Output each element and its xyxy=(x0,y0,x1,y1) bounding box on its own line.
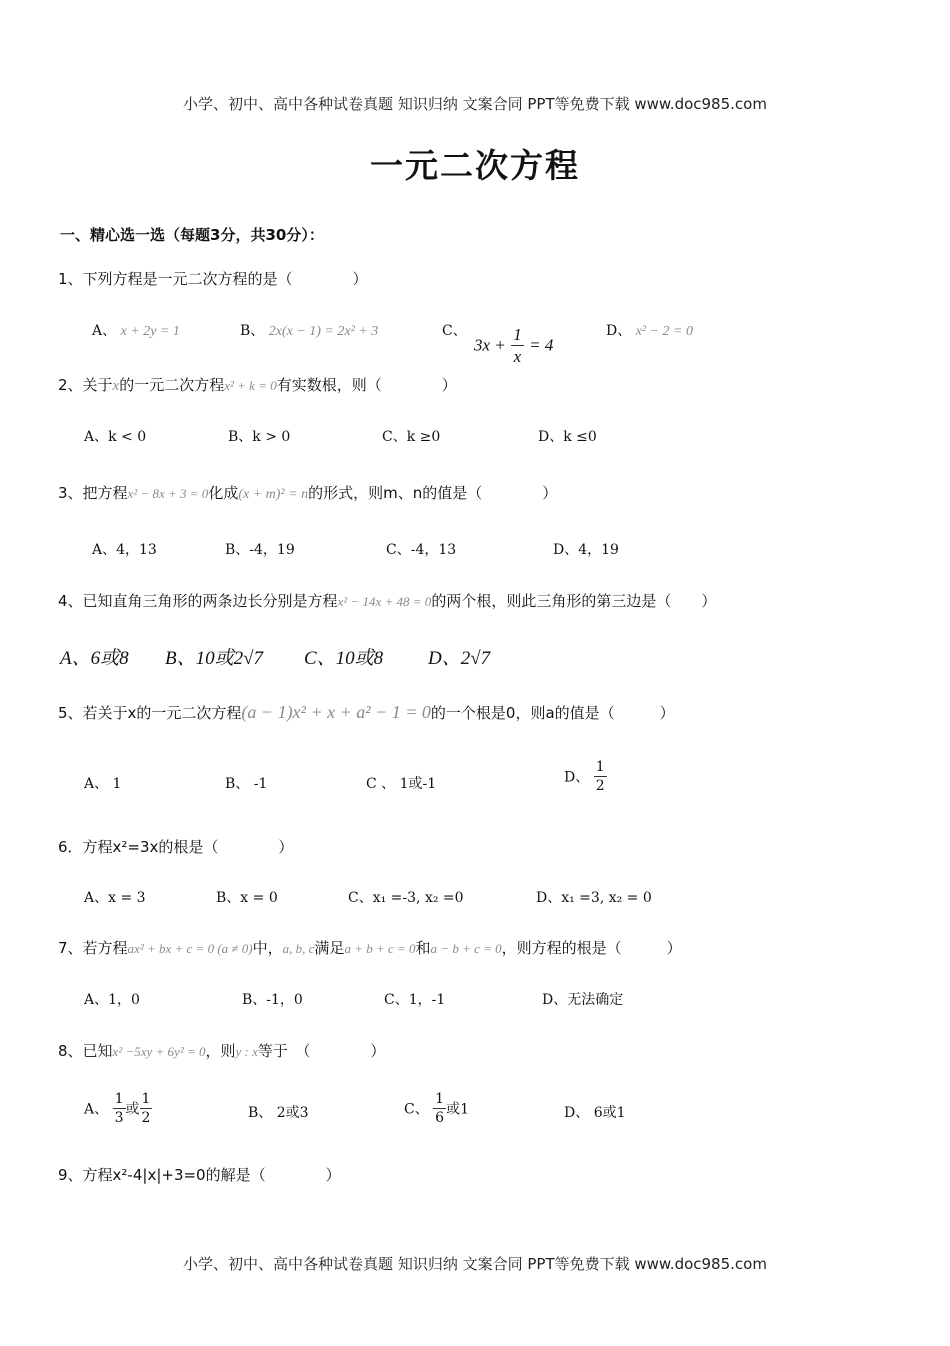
q1-option-a-expr: x + 2y = 1 xyxy=(120,324,180,339)
q5-option-b: B、 -1 xyxy=(225,776,268,792)
q5-d-fraction xyxy=(594,760,607,793)
question-2-stem xyxy=(58,374,457,395)
page-header: 小学、初中、高中各种试卷真题 知识归纳 文案合同 PPT等免费下载 www.doc985.com xyxy=(183,95,767,113)
q1-c-pre: 3x + xyxy=(474,335,506,355)
q3-option-d: D、4，19 xyxy=(553,542,619,558)
q4-option-a: A、6或8 xyxy=(60,648,129,669)
q4-option-d: D、2√7 xyxy=(428,648,491,669)
q2-mid: 的一元二次方程 xyxy=(119,376,225,394)
question-4-stem xyxy=(58,590,716,611)
q2-var: x xyxy=(112,378,120,394)
q5-pre: 5、若关于x的一元二次方程 xyxy=(58,704,242,722)
q1-label-d: D、 xyxy=(606,323,632,339)
q8-a-den1: 3 xyxy=(114,1110,124,1126)
q7-vars: a, b, c xyxy=(282,941,315,956)
q3-pre: 3、把方程 xyxy=(58,484,128,502)
question-8-stem xyxy=(58,1040,385,1061)
q4-post: 的两个根，则此三角形的第三边是（ ） xyxy=(431,592,717,610)
q5-post: 的一个根是0，则a的值是（ ） xyxy=(430,704,675,722)
q6-option-c: C、x₁ =-3, x₂ =0 xyxy=(348,890,464,906)
q8-a-num2: 1 xyxy=(141,1091,151,1107)
q8-a-fraction-2 xyxy=(140,1092,153,1125)
q3-option-a: A、4，13 xyxy=(92,542,157,558)
q1-option-c-label: C、 xyxy=(442,323,467,339)
q7-mid2: 满足 xyxy=(314,939,345,957)
q1-option-d-expr: x² − 2 = 0 xyxy=(635,324,693,339)
q1-option-c-expr xyxy=(474,326,553,365)
q4-equation: x² − 14x + 48 = 0 xyxy=(337,594,432,609)
page-title: 一元二次方程 xyxy=(370,146,580,185)
q1-c-denominator: x xyxy=(513,347,522,366)
q1-c-fraction xyxy=(511,326,524,365)
q8-a-num1: 1 xyxy=(114,1091,124,1107)
q7-option-b: B、-1，0 xyxy=(242,992,303,1008)
question-9-stem: 9、方程x²-4|x|+3=0的解是（ ） xyxy=(58,1166,341,1184)
q8-option-d xyxy=(564,1102,626,1122)
q5-d-numerator: 1 xyxy=(595,759,605,775)
q8-mid: ，则 xyxy=(205,1042,236,1060)
q6-option-b: B、x = 0 xyxy=(216,890,278,906)
q5-equation: (a − 1)x² + x + a² − 1 = 0 xyxy=(241,702,431,722)
q6-option-d: D、x₁ =3, x₂ = 0 xyxy=(536,890,652,906)
q5-option-d xyxy=(564,760,607,793)
q7-mid1: 中， xyxy=(252,939,283,957)
q8-label-b: B、 xyxy=(248,1105,273,1121)
q8-option-c xyxy=(404,1092,469,1125)
q8-a-or: 或 xyxy=(125,1101,140,1118)
q1-label-a: A、 xyxy=(92,323,117,339)
q3-equation-1: x² − 8x + 3 = 0 xyxy=(127,486,209,501)
q7-equation-3: a − b + c = 0 xyxy=(430,941,502,956)
q8-d-value: 6或1 xyxy=(593,1105,626,1121)
q7-pre: 7、若方程 xyxy=(58,939,128,957)
question-3-stem xyxy=(58,482,557,503)
q6-option-a: A、x = 3 xyxy=(84,890,146,906)
q8-a-den2: 2 xyxy=(141,1110,151,1126)
q2-option-c: C、k ≥0 xyxy=(382,429,441,445)
question-1-stem: 1、下列方程是一元二次方程的是（ ） xyxy=(58,270,368,288)
q2-post: 有实数根，则（ ） xyxy=(276,376,457,394)
q3-option-c: C、-4，13 xyxy=(386,542,457,558)
q1-c-post: = 4 xyxy=(529,335,554,355)
q7-option-a: A、1，0 xyxy=(84,992,140,1008)
section-heading: 一、精心选一选（每题3分，共30分）： xyxy=(60,226,324,244)
q8-post: 等于 （ ） xyxy=(257,1042,386,1060)
q2-option-a: A、k < 0 xyxy=(84,429,147,445)
q8-pre: 8、已知 xyxy=(58,1042,113,1060)
q2-equation: x² + k = 0 xyxy=(224,378,277,393)
q2-pre: 2、关于 xyxy=(58,376,113,394)
q4-option-c: C、10或8 xyxy=(304,648,384,669)
q7-post: ，则方程的根是（ ） xyxy=(501,939,682,957)
q5-d-label: D、 xyxy=(564,769,590,786)
q2-option-b: B、k > 0 xyxy=(228,429,291,445)
q7-equation-2: a + b + c = 0 xyxy=(344,941,416,956)
q8-option-a xyxy=(84,1092,152,1125)
q5-option-a: A、 1 xyxy=(84,776,122,792)
q1-option-b xyxy=(240,320,378,340)
q5-option-c: C 、 1或-1 xyxy=(366,776,437,792)
q3-option-b-value: -4，19 xyxy=(249,542,295,558)
q1-option-a xyxy=(92,320,180,340)
q7-option-d: D、无法确定 xyxy=(542,992,624,1008)
question-6-stem: 6．方程x²=3x的根是（ ） xyxy=(58,838,294,856)
q1-label-b: B、 xyxy=(240,323,265,339)
q4-option-b: B、10或2√7 xyxy=(165,648,264,669)
q3-mid: 化成 xyxy=(208,484,239,502)
q3-equation-2: (x + m)² = n xyxy=(238,487,309,502)
q8-label-d: D、 xyxy=(564,1105,590,1121)
q7-option-c: C、1，-1 xyxy=(384,992,446,1008)
q1-c-numerator: 1 xyxy=(513,325,522,344)
q8-c-den: 6 xyxy=(435,1110,445,1126)
q4-pre: 4、已知直角三角形的两条边长分别是方程 xyxy=(58,592,338,610)
q8-label-a: A、 xyxy=(84,1101,109,1118)
page-footer: 小学、初中、高中各种试卷真题 知识归纳 文案合同 PPT等免费下载 www.doc985.com xyxy=(183,1255,767,1273)
q1-option-d xyxy=(606,320,693,340)
q8-option-b xyxy=(248,1102,309,1122)
q2-option-d: D、k ≤0 xyxy=(538,429,597,445)
q8-ratio: y : x xyxy=(235,1044,258,1059)
q7-and: 和 xyxy=(415,939,431,957)
q8-equation: x² −5xy + 6y² = 0 xyxy=(112,1044,206,1059)
q3-option-b: B、-4，19 xyxy=(225,542,295,558)
q3-post: 的形式，则m、n的值是（ ） xyxy=(308,484,558,502)
q7-equation: ax² + bx + c = 0 (a ≠ 0) xyxy=(127,941,253,956)
question-7-stem xyxy=(58,937,682,958)
question-5-stem xyxy=(58,702,675,723)
q5-d-denominator: 2 xyxy=(595,778,605,794)
q8-label-c: C、 xyxy=(404,1101,429,1118)
q8-c-num: 1 xyxy=(435,1091,445,1107)
q8-b-value: 2或3 xyxy=(276,1105,309,1121)
q8-c-fraction xyxy=(433,1092,446,1125)
q1-option-b-expr: 2x(x − 1) = 2x² + 3 xyxy=(268,324,379,339)
q8-a-fraction-1 xyxy=(113,1092,126,1125)
q8-c-post: 或1 xyxy=(446,1101,470,1118)
